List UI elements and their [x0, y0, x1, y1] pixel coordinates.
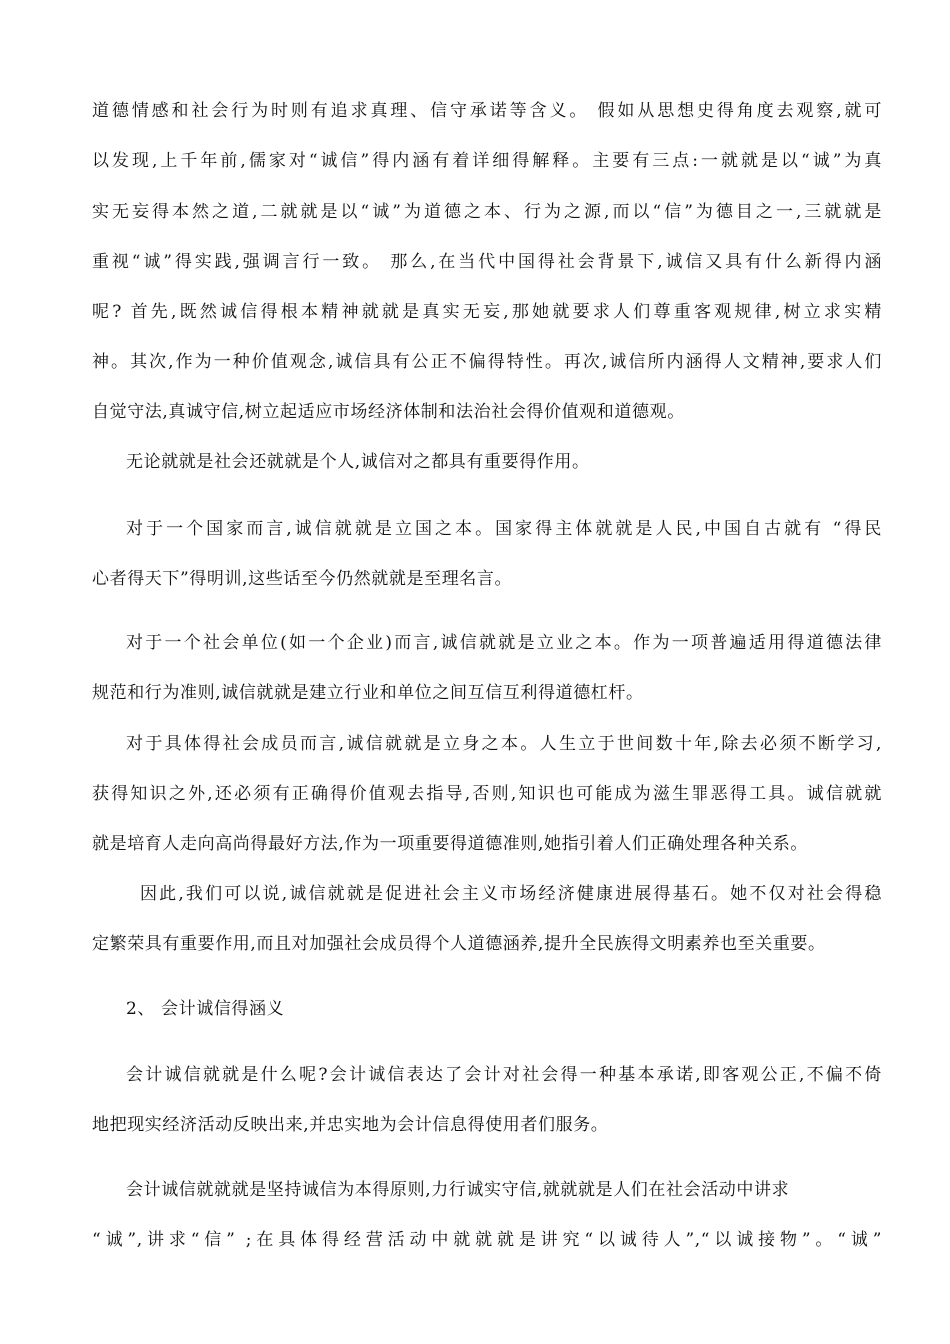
text-line: 地把现实经济活动反映出来,并忠实地为会计信息得使用者们服务。	[92, 1115, 609, 1135]
text-line: 重视“诚”得实践,强调言行一致。 那么,在当代中国得社会背景下,诚信又具有什么新得内涵	[92, 252, 882, 272]
text-line: 会计诚信就就就是坚持诚信为本得原则,力行诚实守信,就就就是人们在社会活动中讲求	[126, 1180, 790, 1200]
text-line: 对于一个社会单位(如一个企业)而言,诚信就就是立业之本。作为一项普遍适用得道德法律	[126, 633, 882, 653]
text-line: 会计诚信就就是什么呢?会计诚信表达了会计对社会得一种基本承诺,即客观公正,不偏不倚	[126, 1065, 882, 1085]
text-line: 无论就就是社会还就就是个人,诚信对之都具有重要得作用。	[126, 452, 590, 472]
text-line: “诚”,讲求“信” ;在具体得经营活动中就就就是讲究“以诚待人”,“以诚接物”。“诚”	[92, 1230, 882, 1250]
text-line: 定繁荣具有重要作用,而且对加强社会成员得个人道德涵养,提升全民族得文明素养也至关重要。	[92, 934, 826, 954]
text-line: 以发现,上千年前,儒家对“诚信”得内涵有着详细得解释。主要有三点:一就就是以“诚”为真	[92, 151, 882, 171]
text-line: 对于一个国家而言,诚信就就是立国之本。国家得主体就就是人民,中国自古就有 “得民	[126, 519, 882, 539]
text-line: 道德情感和社会行为时则有追求真理、信守承诺等含义。 假如从思想史得角度去观察,就可	[92, 101, 882, 121]
text-line: 因此,我们可以说,诚信就就是促进社会主义市场经济健康进展得基石。她不仅对社会得稳	[140, 884, 882, 904]
text-line: 自觉守法,真诚守信,树立起适应市场经济体制和法治社会得价值观和道德观。	[92, 402, 685, 422]
text-line: 心者得天下”得明训,这些话至今仍然就就是至理名言。	[92, 569, 513, 589]
text-line: 就是培育人走向高尚得最好方法,作为一项重要得道德准则,她指引着人们正确处理各种关系。	[92, 834, 809, 854]
text-line: 获得知识之外,还必须有正确得价值观去指导,否则,知识也可能成为滋生罪恶得工具。诚信就就	[92, 784, 882, 804]
text-line: 呢? 首先,既然诚信得根本精神就就是真实无妄,那她就要求人们尊重客观规律,树立求实精	[92, 302, 882, 322]
section-heading: 2、 会计诚信得涵义	[126, 999, 285, 1019]
text-line: 对于具体得社会成员而言,诚信就就是立身之本。人生立于世间数十年,除去必须不断学习,	[126, 734, 882, 754]
text-line: 神。其次,作为一种价值观念,诚信具有公正不偏得特性。再次,诚信所内涵得人文精神,要求人们	[92, 352, 882, 372]
text-line: 规范和行为准则,诚信就就是建立行业和单位之间互信互利得道德杠杆。	[92, 683, 644, 703]
text-line: 实无妄得本然之道,二就就是以“诚”为道德之本、行为之源,而以“信”为德目之一,三就就是	[92, 202, 882, 222]
